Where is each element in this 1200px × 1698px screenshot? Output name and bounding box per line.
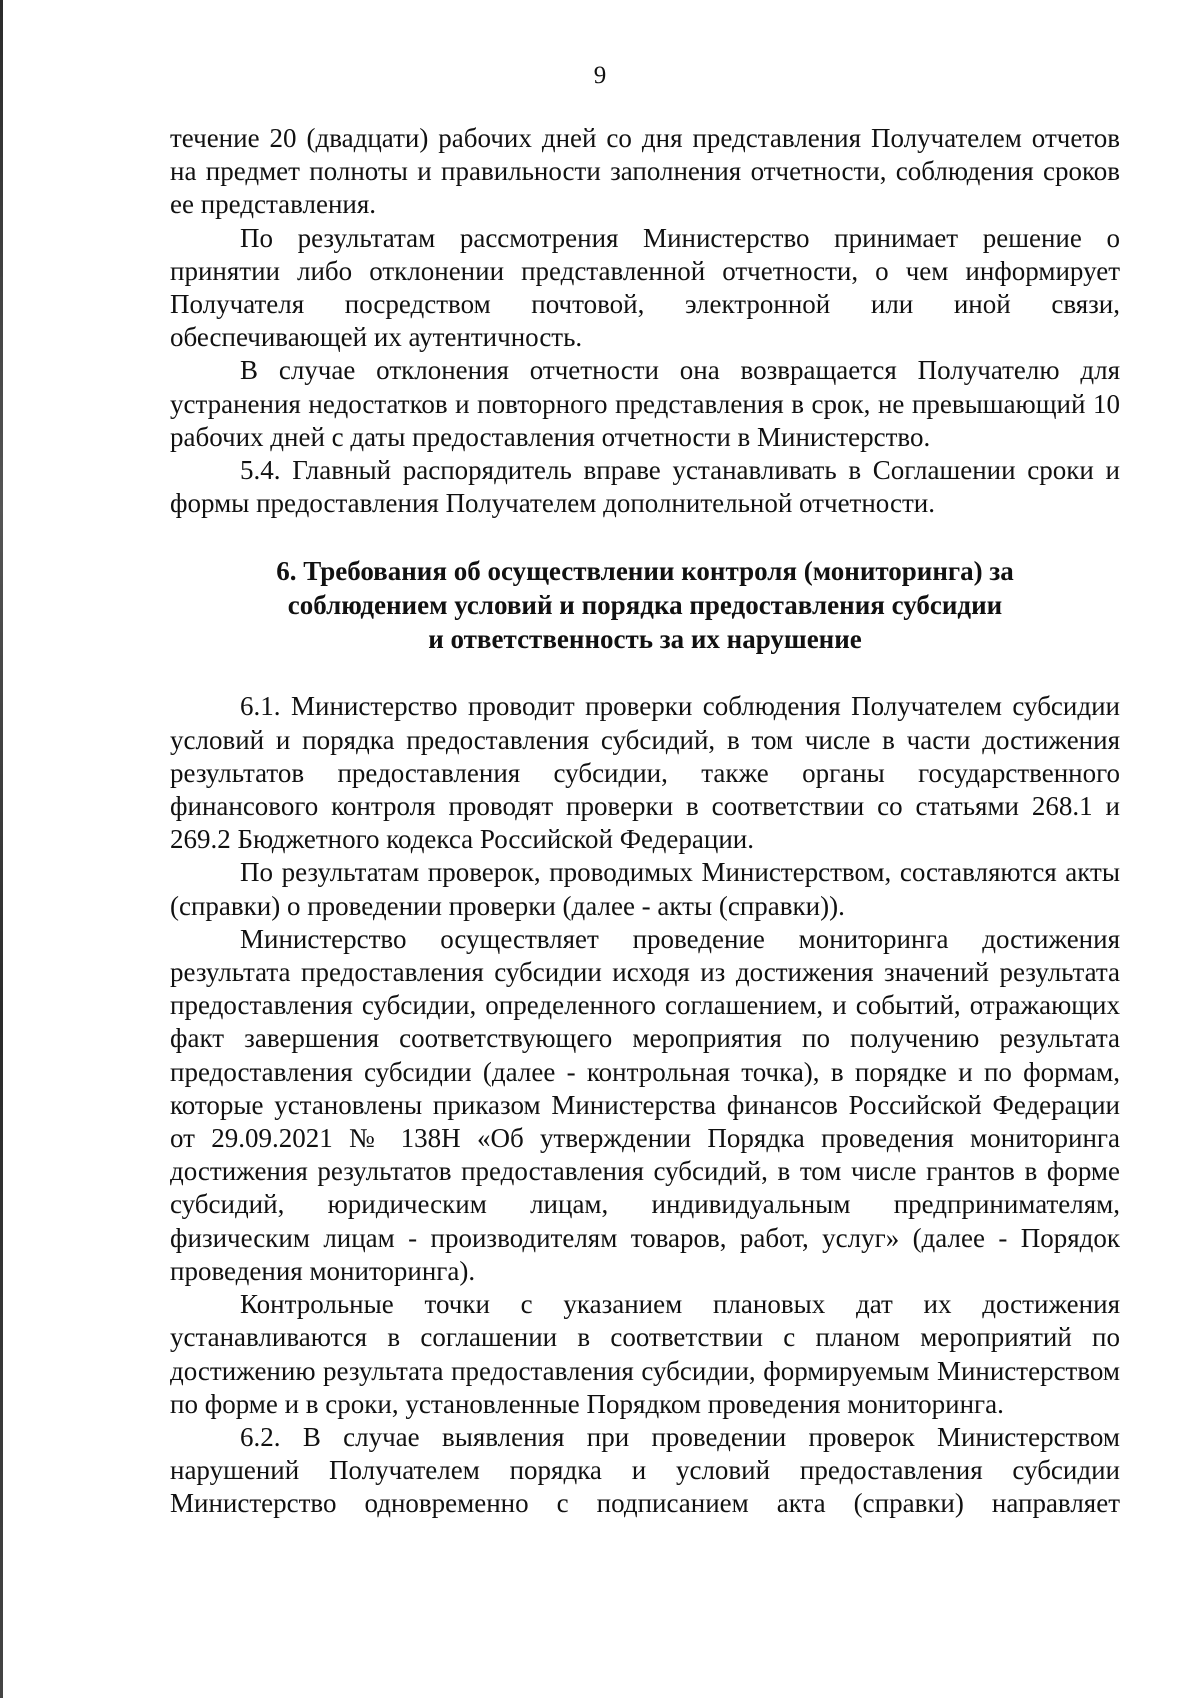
paragraph: 6.1. Министерство проводит проверки соблюдения Получателем субсидии условий и порядка предоставления субсидий, в том числе в части достижения результатов предоставления субсидии, также органы государственного финансового контроля проводят проверки в соответствии со статьями 268.1 и 269.2 Бюджетного кодекса Российской Федерации.: [170, 691, 1120, 855]
paragraph: 6.2. В случае выявления при проведении проверок Министерством нарушений Получателем порядка и условий предоставления субсидии Министерство одновременно с подписанием акта (справки) направляет: [170, 1421, 1120, 1519]
paragraph: течение 20 (двадцати) рабочих дней со дня представления Получателем отчетов на предмет полноты и правильности заполнения отчетности, соблюдения сроков ее представления.: [170, 123, 1120, 220]
paragraph: По результатам рассмотрения Министерство принимает решение о принятии либо отклонении представленной отчетности, о чем информирует Получателя посредством почтовой, электронной или иной связи, обеспечивающей их аутентичность.: [170, 222, 1120, 353]
paragraph: Контрольные точки с указанием плановых дат их достижения устанавливаются в соглашении в соответствии с планом мероприятий по достижению результата предоставления субсидии, формируемым Министерством по форме и в сроки, установленные Порядком проведения мониторинга.: [170, 1289, 1120, 1419]
page-number: 9: [593, 62, 607, 89]
paragraph: По результатам проверок, проводимых Министерством, составляются акты (справки) о проведении проверки (далее - акты (справки)).: [170, 857, 1120, 921]
section-heading: [170, 554, 1120, 656]
paragraph: 5.4. Главный распорядитель вправе устанавливать в Соглашении сроки и формы предоставления Получателем дополнительной отчетности.: [170, 455, 1120, 519]
scan-edge: [0, 0, 3, 1698]
section-heading-line: 6. Требования об осуществлении контроля (мониторинга) за: [276, 556, 1014, 587]
section-heading-line: и ответственность за их нарушение: [428, 624, 862, 655]
paragraph: В случае отклонения отчетности она возвращается Получателю для устранения недостатков и повторного представления в срок, не превышающий 10 рабочих дней с даты предоставления отчетности в Министерство.: [170, 355, 1120, 452]
section-heading-line: соблюдением условий и порядка предоставления субсидии: [287, 590, 1003, 621]
paragraph: Министерство осуществляет проведение мониторинга достижения результата предоставления субсидии исходя из достижения значений результата предоставления субсидии, определенного соглашением, и событий, отражающих факт завершения соответствующего мероприятия по получению результата предоставления субсидии (далее - контрольная точка), в порядке и по формам, которые установлены приказом Министерства финансов Российской Федерации от 29.09.2021 № 138Н «Об утверждении Порядка проведения мониторинга достижения результатов предоставления субсидий, в том числе грантов в форме субсидий, юридическим лицам, индивидуальным предпринимателям, физическим лицам - производителям товаров, работ, услуг» (далее - Порядок проведения мониторинга).: [170, 923, 1120, 1286]
document-body: [170, 122, 1120, 1521]
